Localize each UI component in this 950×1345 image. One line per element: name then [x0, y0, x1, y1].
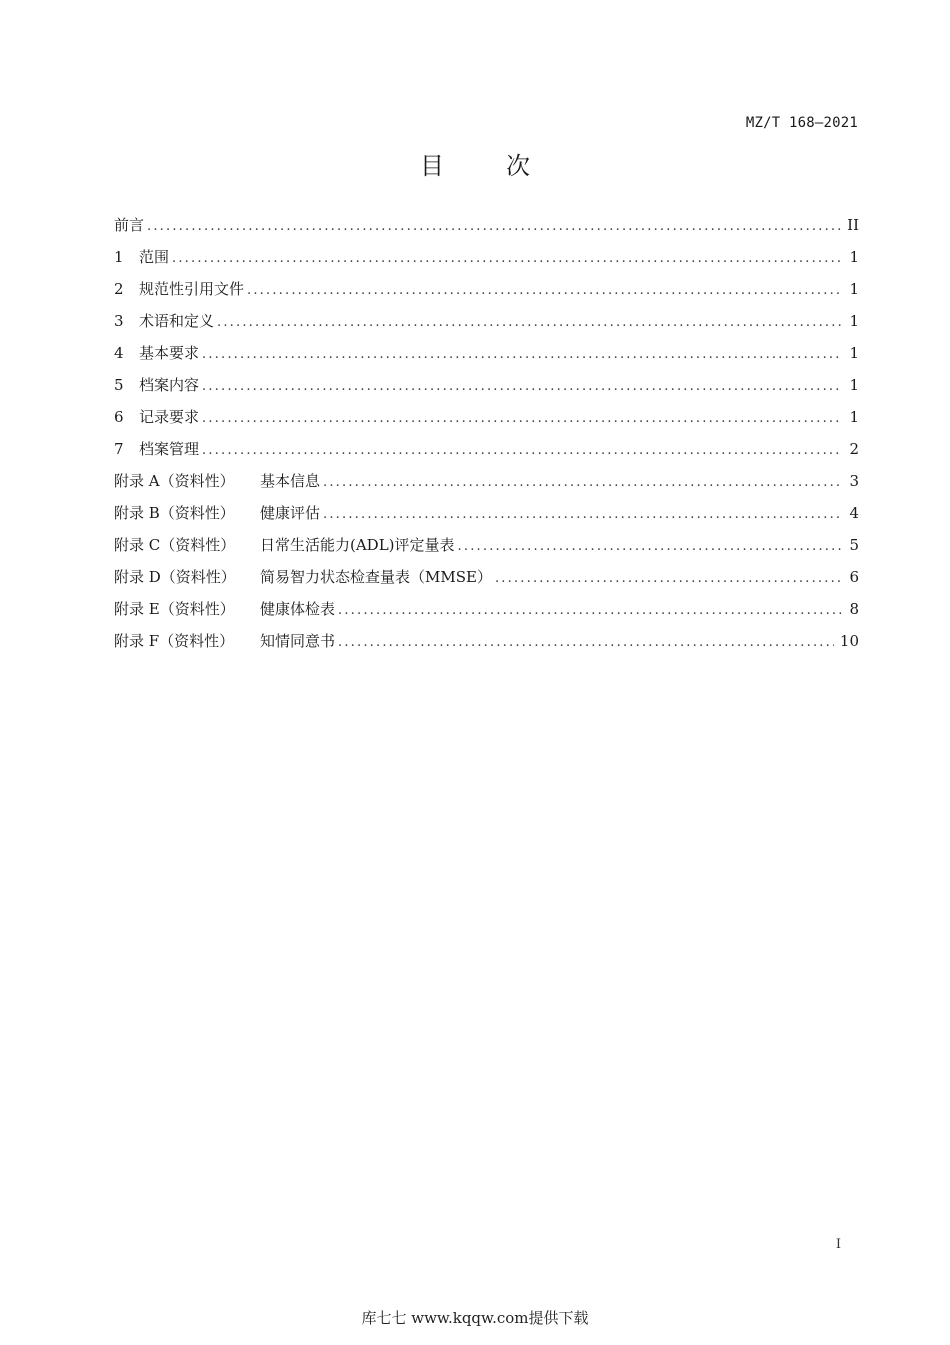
toc-entry[interactable]	[114, 598, 859, 630]
toc-entry-heading	[114, 502, 320, 524]
toc-leader-dots	[247, 280, 843, 302]
toc-entry[interactable]	[114, 342, 859, 374]
toc-entry-appendix-prefix: 附录 D（资料性）	[114, 568, 236, 586]
toc-entry-heading	[114, 214, 144, 236]
title-char-2: 次	[506, 152, 530, 180]
toc-entry-heading	[114, 310, 214, 332]
page-title	[0, 146, 950, 181]
toc-entry-page: 1	[849, 280, 859, 298]
toc-entry-page: 1	[849, 376, 859, 394]
toc-entry-heading	[114, 630, 335, 652]
toc-entry-page: 1	[849, 248, 859, 266]
toc-entry-heading	[114, 566, 492, 588]
toc-entry-page: 2	[849, 440, 859, 458]
toc-entry[interactable]	[114, 438, 859, 470]
toc-entry-page: 5	[849, 536, 859, 554]
toc-entry[interactable]	[114, 534, 859, 566]
toc-entry-page: II	[847, 216, 859, 234]
toc-entry-heading	[114, 598, 335, 620]
table-of-contents	[114, 214, 859, 662]
watermark-footer: 库七七 www.kqqw.com提供下载	[361, 1309, 589, 1327]
toc-entry-heading	[114, 534, 455, 556]
toc-entry-heading	[114, 374, 199, 396]
toc-entry-heading	[114, 470, 320, 492]
toc-entry[interactable]	[114, 310, 859, 342]
toc-entry-appendix-prefix: 附录 C（资料性）	[114, 536, 236, 554]
title-char-1: 目	[420, 152, 444, 180]
toc-entry-label: 健康体检表	[260, 600, 336, 618]
page-number: I	[835, 1237, 841, 1252]
toc-entry-heading	[114, 406, 199, 428]
toc-entry-label: 健康评估	[260, 504, 321, 522]
toc-entry-label: 知情同意书	[260, 632, 336, 650]
toc-leader-dots	[147, 216, 841, 238]
toc-entry-heading	[114, 278, 244, 300]
toc-entry-label: 基本要求	[139, 344, 200, 362]
toc-entry-page: 10	[839, 632, 859, 650]
toc-entry-number: 7	[114, 440, 124, 458]
toc-entry-label: 档案管理	[139, 440, 200, 458]
toc-leader-dots	[338, 632, 834, 654]
toc-entry-label: 范围	[139, 248, 170, 266]
toc-entry[interactable]	[114, 630, 859, 662]
toc-entry-number: 1	[114, 248, 124, 266]
toc-entry-page: 6	[849, 568, 859, 586]
toc-entry-number: 6	[114, 408, 124, 426]
toc-entry[interactable]	[114, 502, 859, 534]
standard-number: MZ/T 168—2021	[745, 115, 858, 131]
toc-entry-label: 前言	[114, 216, 145, 234]
toc-entry-page: 1	[849, 408, 859, 426]
toc-entry-page: 1	[849, 344, 859, 362]
toc-entry-number: 5	[114, 376, 124, 394]
toc-entry-label: 术语和定义	[139, 312, 215, 330]
toc-entry-page: 3	[849, 472, 859, 490]
toc-leader-dots	[202, 344, 843, 366]
toc-entry[interactable]	[114, 470, 859, 502]
toc-entry-label: 档案内容	[139, 376, 200, 394]
toc-entry-appendix-prefix: 附录 A（资料性）	[114, 472, 235, 490]
toc-leader-dots	[172, 248, 843, 270]
toc-entry-label: 规范性引用文件	[139, 280, 245, 298]
toc-entry-page: 1	[849, 312, 859, 330]
toc-leader-dots	[323, 504, 843, 526]
toc-entry-page: 4	[849, 504, 859, 522]
toc-entry-appendix-prefix: 附录 E（资料性）	[114, 600, 235, 618]
toc-entry-number: 4	[114, 344, 124, 362]
toc-entry[interactable]	[114, 246, 859, 278]
toc-entry[interactable]	[114, 566, 859, 598]
toc-entry-number: 2	[114, 280, 124, 298]
toc-entry-page: 8	[849, 600, 859, 618]
toc-entry-appendix-prefix: 附录 F（资料性）	[114, 632, 235, 650]
toc-leader-dots	[338, 600, 843, 622]
toc-entry-label: 记录要求	[139, 408, 200, 426]
toc-leader-dots	[217, 312, 843, 334]
toc-entry-label: 日常生活能力(ADL)评定量表	[260, 536, 455, 554]
toc-entry-number: 3	[114, 312, 124, 330]
toc-leader-dots	[202, 376, 843, 398]
toc-entry[interactable]	[114, 406, 859, 438]
toc-leader-dots	[202, 440, 843, 462]
toc-leader-dots	[323, 472, 843, 494]
toc-entry[interactable]	[114, 278, 859, 310]
toc-entry[interactable]	[114, 374, 859, 406]
toc-leader-dots	[202, 408, 843, 430]
toc-entry-label: 简易智力状态检查量表（MMSE）	[260, 568, 492, 586]
toc-entry-appendix-prefix: 附录 B（资料性）	[114, 504, 235, 522]
toc-entry[interactable]	[114, 214, 859, 246]
toc-entry-heading	[114, 342, 199, 364]
toc-entry-heading	[114, 246, 169, 268]
toc-leader-dots	[495, 568, 843, 590]
toc-entry-heading	[114, 438, 199, 460]
toc-leader-dots	[458, 536, 843, 558]
toc-entry-label: 基本信息	[260, 472, 321, 490]
